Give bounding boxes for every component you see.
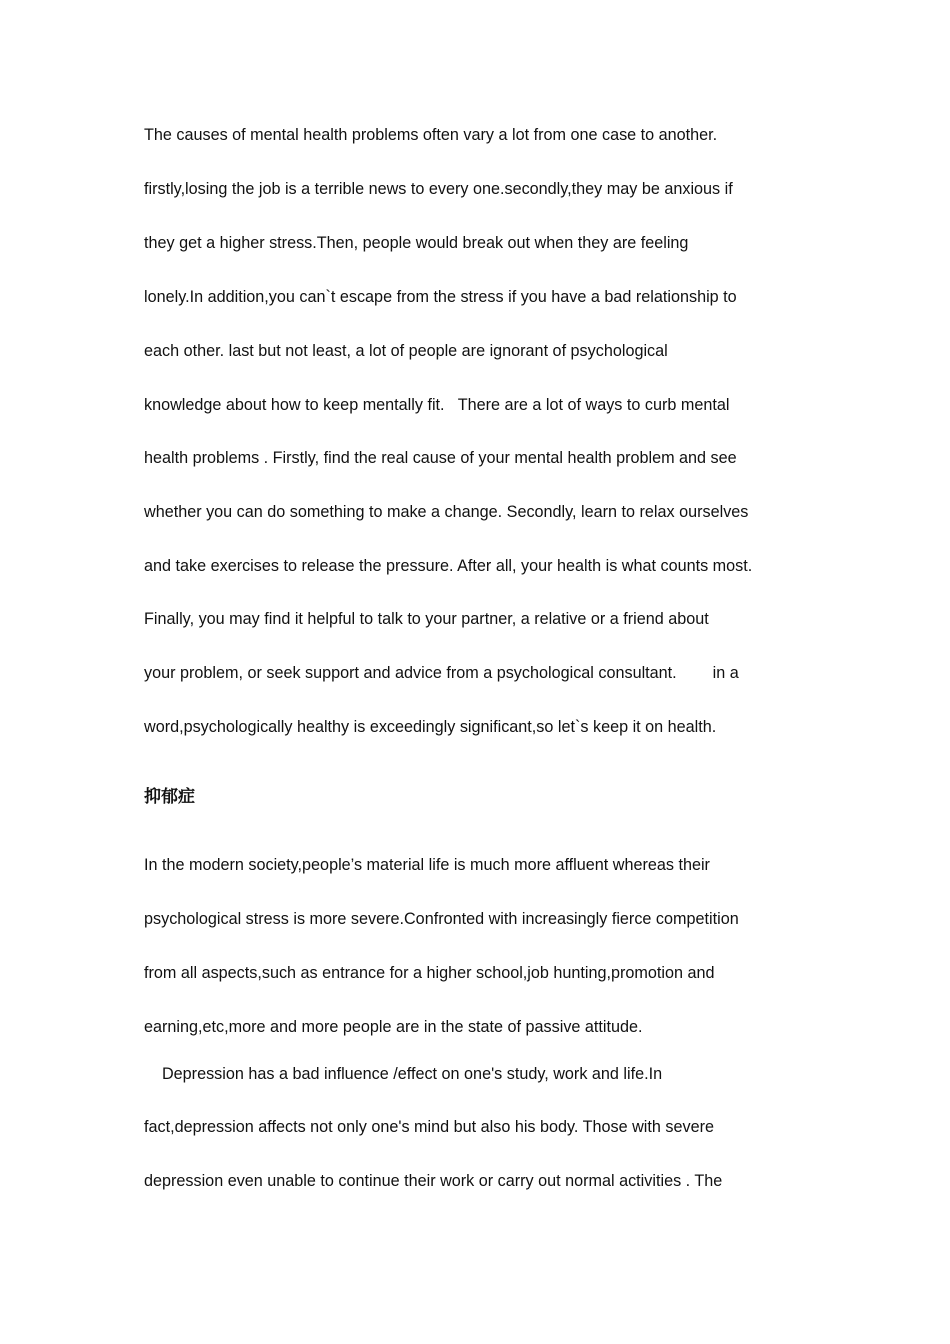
text-line: they get a higher stress.Then, people would break out when they are feeling [144, 234, 689, 252]
text-line: firstly,losing the job is a terrible news to every one.secondly,they may be anxious if [144, 180, 733, 198]
text-line: In the modern society,people’s material life is much more affluent whereas their [144, 856, 710, 874]
text-line: your problem, or seek support and advice from a psychological consultant. in a [144, 664, 739, 682]
text-line: health problems . Firstly, find the real cause of your mental health problem and see [144, 449, 737, 467]
text-line: from all aspects,such as entrance for a higher school,job hunting,promotion and [144, 964, 715, 982]
text-line: Finally, you may find it helpful to talk to your partner, a relative or a friend about [144, 610, 709, 628]
text-line: depression even unable to continue their work or carry out normal activities . The [144, 1172, 723, 1190]
text-line: earning,etc,more and more people are in the state of passive attitude. [144, 1018, 643, 1036]
text-line: psychological stress is more severe.Confronted with increasingly fierce competition [144, 910, 739, 928]
text-line: knowledge about how to keep mentally fit. There are a lot of ways to curb mental [144, 396, 730, 414]
text-line: and take exercises to release the pressure. After all, your health is what counts most. [144, 557, 753, 575]
text-line: each other. last but not least, a lot of people are ignorant of psychological [144, 342, 668, 360]
text-line: whether you can do something to make a change. Secondly, learn to relax ourselves [144, 503, 749, 521]
text-line: fact,depression affects not only one's mind but also his body. Those with severe [144, 1118, 714, 1136]
section-heading: 抑郁症 [144, 787, 195, 807]
text-line: The causes of mental health problems often vary a lot from one case to another. [144, 126, 718, 144]
text-line: Depression has a bad influence /effect on one's study, work and life.In [144, 1065, 663, 1083]
text-line: lonely.In addition,you can`t escape from the stress if you have a bad relationship to [144, 288, 737, 306]
text-line: word,psychologically healthy is exceedingly significant,so let`s keep it on health. [144, 718, 717, 736]
